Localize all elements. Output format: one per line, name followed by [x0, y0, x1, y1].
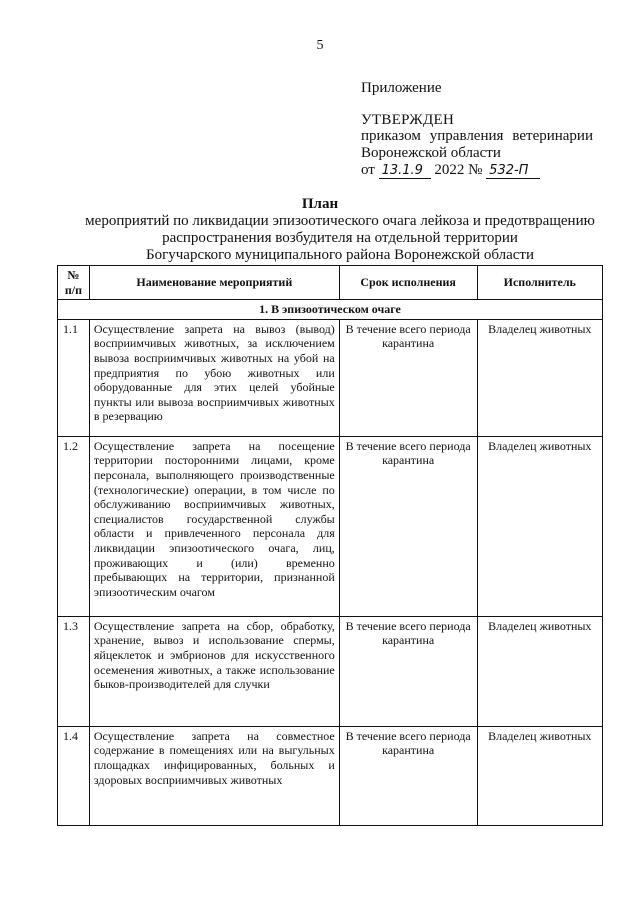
row-term: В течение всего периода карантина — [339, 436, 477, 616]
table-row — [58, 726, 603, 825]
row-term: В течение всего периода карантина — [339, 616, 477, 726]
row-name: Осуществление запрета на сбор, обработку, хранение, вывоз и использование спермы, яйцеклеток и эмбрионов для искусственного осеменения животных, а также использование быков-производителей для случки — [89, 616, 339, 726]
approved-label: УТВЕРЖДЕН — [361, 112, 455, 128]
handwritten-date: 13.1.9 — [379, 164, 431, 179]
table-row — [58, 616, 603, 726]
section-row — [58, 300, 603, 320]
page-number: 5 — [316, 38, 324, 53]
order-date-line — [361, 162, 540, 179]
plan-table — [57, 265, 603, 826]
table-row — [58, 319, 603, 436]
row-term: В течение всего периода карантина — [339, 319, 477, 436]
order-line-1: приказом управления ветеринарии — [361, 128, 593, 144]
plan-subtitle-line-1: мероприятий по ликвидации эпизоотического очага лейкоза и предотвращению — [85, 213, 595, 229]
row-executor: Владелец животных — [477, 726, 602, 825]
year-text: 2022 № — [434, 162, 483, 178]
row-num: 1.2 — [58, 436, 90, 616]
table-header-row — [58, 266, 603, 300]
plan-subtitle-line-3: Богучарского муниципального района Воронежской области — [146, 247, 534, 263]
header-num: № п/п — [58, 266, 90, 300]
row-name: Осуществление запрета на совместное содержание в помещениях или на выгульных площадках инфицированных, больных и здоровых восприимчивых животных — [89, 726, 339, 825]
table-row — [58, 436, 603, 616]
row-name: Осуществление запрета на вывоз (вывод) восприимчивых животных, за исключением вывоза восприимчивых животных на убой на предприятия по убою животных или оборудованные для этих целей убойные пункты или вывоза восприимчивых животных в резервацию — [89, 319, 339, 436]
header-executor: Исполнитель — [477, 266, 602, 300]
row-term: В течение всего периода карантина — [339, 726, 477, 825]
date-prefix: от — [361, 162, 375, 178]
row-name: Осуществление запрета на посещение территории посторонними лицами, кроме персонала, выполняющего производственные (технологические) операции, в том числе по обслуживанию восприимчивых животных, специалистов государственной службы области и привлеченного персонала для ликвидации эпизоотического очага, лиц, проживающих и (или) временно пребывающих на территории, признанной эпизоотическим очагом — [89, 436, 339, 616]
row-executor: Владелец животных — [477, 436, 602, 616]
plan-title: План — [301, 196, 339, 212]
row-num: 1.1 — [58, 319, 90, 436]
header-term: Срок исполнения — [339, 266, 477, 300]
header-name: Наименование мероприятий — [89, 266, 339, 300]
section-title: 1. В эпизоотическом очаге — [58, 300, 603, 320]
row-executor: Владелец животных — [477, 319, 602, 436]
handwritten-order-number: 532-П — [486, 164, 540, 179]
plan-subtitle-line-2: распространения возбудителя на отдельной территории — [162, 230, 518, 246]
row-num: 1.3 — [58, 616, 90, 726]
appendix-label: Приложение — [361, 80, 442, 96]
row-executor: Владелец животных — [477, 616, 602, 726]
row-num: 1.4 — [58, 726, 90, 825]
order-line-2: Воронежской области — [361, 145, 501, 161]
